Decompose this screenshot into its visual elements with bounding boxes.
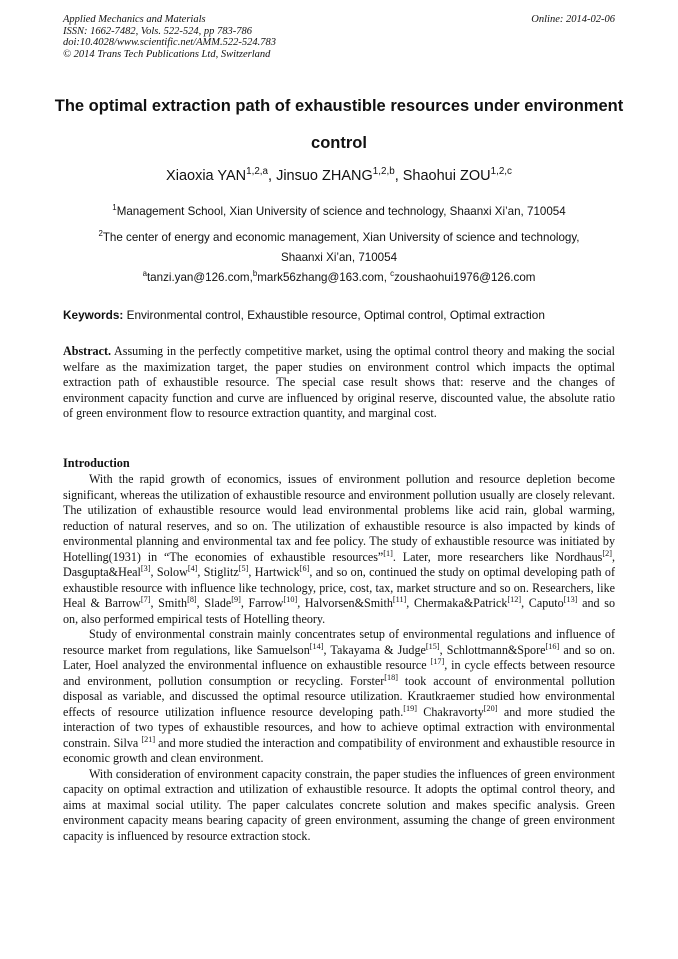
issn-line: ISSN: 1662-7482, Vols. 522-524, pp 783-786 xyxy=(63,25,252,37)
citation-ref[interactable]: [14] xyxy=(309,641,324,651)
citation-ref[interactable]: [20] xyxy=(483,703,498,713)
paragraph-text: , Chermaka&Patrick xyxy=(406,596,508,610)
paragraph-text: and more studied the interaction and compatibility of environment and exhaustible resource in economic growth and clean environment. xyxy=(63,735,615,765)
paragraph-text: , Slade xyxy=(196,596,232,610)
citation-ref[interactable]: [6] xyxy=(299,563,310,573)
keywords-label: Keywords: xyxy=(63,308,124,322)
paragraph-text: , Hartwick xyxy=(248,565,300,579)
citation-ref[interactable]: [7] xyxy=(140,594,151,604)
paragraph-text: , Halvorsen&Smith xyxy=(297,596,393,610)
introduction-heading: Introduction xyxy=(63,456,130,470)
email-list xyxy=(60,268,618,288)
citation-ref[interactable]: [11] xyxy=(392,594,407,604)
citation-ref[interactable]: [3] xyxy=(140,563,151,573)
paragraph-text: , Dasgupta&Heal xyxy=(63,549,615,579)
citation-ref[interactable]: [16] xyxy=(545,641,560,651)
paragraph-text: , Schlottmann&Spore xyxy=(439,642,546,657)
abstract-text: Assuming in the perfectly competitive market, using the optimal control theory and making the social welfare as the maximization target, the paper studies on environment control which impacts the optimal extraction path of exhaustible resource. The special case result shows that: reserve and the changes of environment capacity function and curve are influenced by original reserve, discounted value, the absolute ratio of green environment flow to resource extraction quantity, and marginal cost. xyxy=(63,344,615,420)
journal-header xyxy=(63,14,615,60)
paragraph-text: took account of environmental pollution disposal as variable, and discussed the optimal resource utilization. Krautkraemer studied how environmental effects of resource utilization influence resource developing path. xyxy=(63,673,615,719)
paragraph-text: and so on. Later, Hoel analyzed the environmental influence on exhaustible resource xyxy=(63,642,615,672)
keywords-text: Environmental control, Exhaustible resource, Optimal control, Optimal extraction xyxy=(123,308,545,322)
paragraph-text: , Caputo xyxy=(521,596,564,610)
paragraph-text: , Farrow xyxy=(240,596,284,610)
title-line-1: The optimal extraction path of exhaustible resources under environment xyxy=(54,97,624,115)
journal-name: Applied Mechanics and Materials xyxy=(63,14,206,25)
citation-ref[interactable]: [15] xyxy=(425,641,440,651)
citation-ref[interactable]: [19] xyxy=(403,703,417,713)
intro-paragraph-2 xyxy=(63,627,615,767)
intro-paragraph-1 xyxy=(63,472,615,627)
paragraph-text: , Solow xyxy=(150,565,188,579)
online-date: Online: 2014-02-06 xyxy=(531,14,615,25)
citation-ref[interactable]: [12] xyxy=(507,594,522,604)
citation-ref[interactable]: [13] xyxy=(563,594,578,604)
title-line-2: control xyxy=(311,134,367,152)
author-list xyxy=(0,168,678,184)
email-b[interactable]: $^b$mark56zhang@163.com, xyxy=(252,269,391,284)
paragraph-text: Study of environmental constrain mainly concentrates setup of environmental regulations and influence of resource market from regulations, like Samuelson xyxy=(63,627,615,657)
email-a[interactable]: $^a$tanzi.yan@126.com, xyxy=(142,269,253,284)
introduction-body xyxy=(63,472,615,844)
author-2: Jinsuo ZHANG$^{1,2,b}$, xyxy=(276,166,403,184)
citation-ref[interactable]: [1] xyxy=(383,548,393,558)
citation-ref[interactable]: [9] xyxy=(231,594,241,604)
citation-ref[interactable]: [18] xyxy=(384,672,398,682)
citation-ref[interactable]: [4] xyxy=(187,563,198,573)
paper-title xyxy=(40,88,638,162)
citation-ref[interactable]: [10] xyxy=(283,594,298,604)
paragraph-text: . Later, more researchers like Nordhaus xyxy=(392,549,603,564)
citation-ref[interactable]: [8] xyxy=(187,594,197,604)
copyright-line: © 2014 Trans Tech Publications Ltd, Switzerland xyxy=(63,48,271,60)
paragraph-text: and more studied the interaction of two types of exhaustible resources, and how to achieve optimal extraction with environmental constrain. Silva xyxy=(63,704,615,750)
citation-ref[interactable]: [21] xyxy=(141,734,156,744)
paragraph-text: , and so on, continued the study on optimal developing path of exhaustible resource with influence like technology, price, cost, tax, market structure and so on. Researchers, like Heal & Barrow xyxy=(63,565,615,610)
paragraph-text: , Takayama & Judge xyxy=(323,642,426,657)
intro-paragraph-3 xyxy=(63,767,615,845)
affiliation-2: $^2$The center of energy and economic management, Xian University of science and technology, Shaanxi Xi’an, 710054 xyxy=(98,229,580,264)
citation-ref[interactable]: [5] xyxy=(238,563,249,573)
doi-line[interactable]: doi:10.4028/www.scientific.net/AMM.522-524.783 xyxy=(63,37,276,49)
paragraph-text: Chakravorty xyxy=(416,704,484,719)
abstract xyxy=(63,344,615,422)
paragraph-text: , Smith xyxy=(150,596,188,610)
citation-ref[interactable]: [17] xyxy=(430,656,445,666)
abstract-label: Abstract. xyxy=(63,344,112,358)
citation-ref[interactable]: [2] xyxy=(602,548,612,558)
paragraph-text: , Stiglitz xyxy=(197,565,239,579)
paragraph-text: and so on, also performed empirical tests of Hotelling theory. xyxy=(63,596,615,626)
keywords xyxy=(63,308,615,322)
author-3: Shaohui ZOU$^{1,2,c}$ xyxy=(402,166,512,184)
affiliation-1: $^1$Management School, Xian University of science and technology, Shaanxi Xi’an, 710054 xyxy=(112,203,566,218)
email-c[interactable]: $^c$zoushaohui1976@126.com xyxy=(390,269,536,284)
paragraph-text: With the rapid growth of economics, issues of environment pollution and resource depletion become significant, whereas the utilization of exhaustible resource and environment pollution usually are closely relevant. The utilization of exhaustible resource would lead environmental problems like acid rain, global warming, reduction of natural reserves, and so on. The utilization of exhaustible resource is also impacted by kinds of environmental planning and environmental tax and fee policy. The study of exhaustible resource was initiated by Hotelling(1931) in “The economies of exhaustible resources” xyxy=(63,472,615,564)
paragraph-text: With consideration of environment capacity constrain, the paper studies the influences of green environment capacity on optimal extraction and utilization of exhaustible resource. It adopts the optimal control theory, and aims at maximal social utility. The paper calculates concrete solution and makes specific analysis. Green environment capacity means bearing capacity of green environment, assuming the change of green environment capacity is influenced by resource extraction stock. xyxy=(63,766,615,843)
paragraph-text: , in cycle effects between resource and environment, pollution consumption or recycling. Forster xyxy=(63,658,615,688)
author-1: Xiaoxia YAN$^{1,2,a}$, xyxy=(166,166,277,184)
